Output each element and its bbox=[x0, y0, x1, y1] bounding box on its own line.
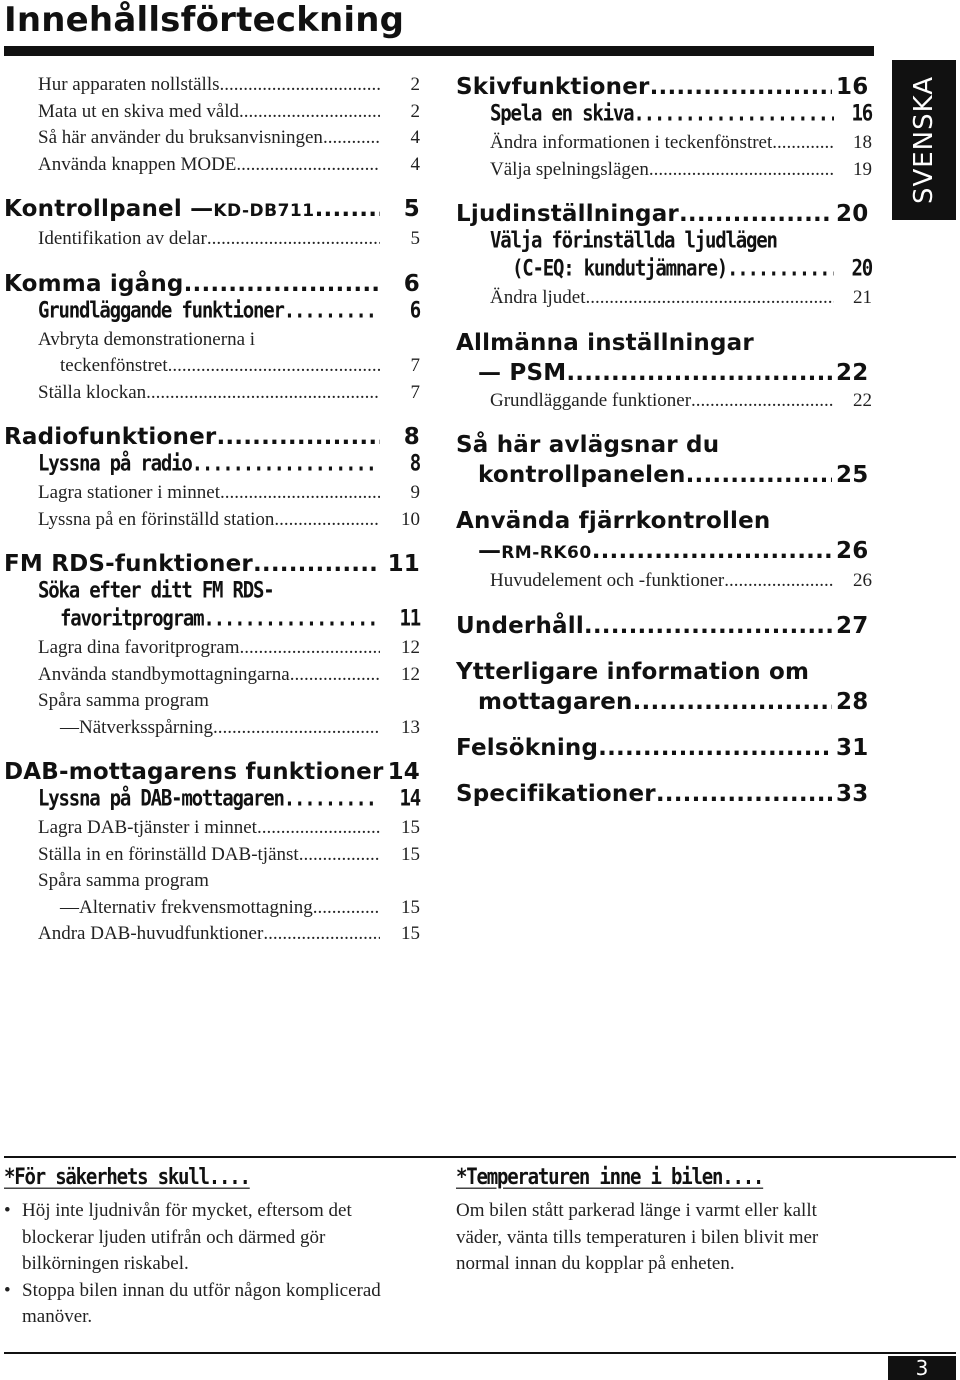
toc-entry-label: Ändra informationen i teckenfönstret bbox=[490, 132, 773, 153]
toc-entry bbox=[4, 380, 420, 407]
toc-leader-dots bbox=[686, 460, 832, 490]
temperature-note-title: *Temperaturen inne i bilen.... bbox=[456, 1164, 764, 1190]
toc-entry bbox=[456, 130, 872, 157]
toc-leader-dots bbox=[313, 895, 380, 922]
toc-entry bbox=[456, 157, 872, 184]
toc-entry bbox=[4, 815, 420, 842]
toc-leader-dots bbox=[633, 97, 834, 130]
toc-entry-label: Spåra samma program bbox=[38, 690, 209, 711]
toc-entry bbox=[4, 353, 420, 380]
temperature-note bbox=[456, 1164, 866, 1278]
toc-entry-page: 19 bbox=[853, 158, 872, 180]
toc-leader-dots bbox=[240, 635, 380, 662]
toc-leader-dots bbox=[656, 779, 832, 809]
toc-entry-page: 15 bbox=[401, 843, 420, 865]
toc-leader-dots bbox=[192, 447, 380, 480]
toc-leader-dots bbox=[168, 353, 380, 380]
toc-spacer bbox=[456, 595, 872, 611]
toc-leader-dots bbox=[649, 157, 834, 184]
toc-leader-dots bbox=[284, 782, 380, 815]
toc-entry-page: 25 bbox=[836, 462, 869, 488]
safety-note-item: • Stoppa bilen innan du utför någon komplicerad manöver. bbox=[4, 1278, 414, 1331]
section-divider bbox=[4, 1156, 956, 1158]
toc-leader-dots bbox=[584, 611, 832, 641]
toc-entry bbox=[4, 895, 420, 922]
toc-leader-dots bbox=[586, 285, 834, 312]
toc-spacer bbox=[456, 312, 872, 328]
toc-entry bbox=[4, 507, 420, 534]
toc-spacer bbox=[456, 183, 872, 199]
toc-spacer bbox=[4, 253, 420, 269]
toc-entry bbox=[4, 72, 420, 99]
toc-entry bbox=[4, 226, 420, 253]
toc-entry bbox=[456, 252, 872, 285]
toc-entry-page: 20 bbox=[836, 201, 869, 227]
toc-entry-page: 14 bbox=[387, 759, 420, 785]
toc-entry bbox=[456, 285, 872, 312]
toc-entry-label: Spela en skiva bbox=[490, 100, 634, 127]
temperature-note-body: Om bilen stått parkerad länge i varmt eller kallt väder, vänta tills temperaturen i bilen blivit mer normal innan du kopplar på enheten. bbox=[456, 1200, 819, 1274]
toc-entry-label: Ytterligare information om bbox=[456, 658, 810, 685]
toc-spacer bbox=[456, 763, 872, 779]
toc-leader-dots bbox=[724, 568, 834, 595]
toc-entry-page: 22 bbox=[853, 389, 872, 411]
toc-entry-page: 16 bbox=[851, 100, 872, 127]
toc-entry bbox=[456, 506, 872, 536]
toc-entry-label: Identifikation av delar bbox=[38, 228, 207, 249]
toc-entry-label: Ljudinställningar bbox=[456, 201, 679, 227]
toc-entry-page: 18 bbox=[853, 132, 872, 153]
toc-leader-dots bbox=[203, 602, 380, 635]
toc-entry bbox=[456, 779, 872, 809]
toc-spacer bbox=[456, 490, 872, 506]
toc-entry-label: DAB-mottagarens funktioner bbox=[4, 759, 384, 785]
toc-spacer bbox=[4, 406, 420, 422]
toc-leader-dots bbox=[220, 480, 380, 507]
toc-leader-dots bbox=[633, 687, 832, 717]
toc-entry-label: mottagaren bbox=[478, 688, 633, 715]
toc-entry bbox=[456, 358, 872, 388]
toc-entry-label: Huvudelement och -funktioner bbox=[490, 570, 725, 591]
safety-note bbox=[4, 1164, 414, 1331]
toc-spacer bbox=[456, 641, 872, 657]
toc-leader-dots bbox=[592, 536, 832, 566]
toc-entry-page: 26 bbox=[853, 570, 872, 591]
toc-entry bbox=[4, 635, 420, 662]
toc-entry-page: 4 bbox=[410, 153, 420, 175]
toc-leader-dots bbox=[323, 125, 380, 152]
toc-entry bbox=[456, 460, 872, 490]
toc-entry-page: 20 bbox=[851, 255, 872, 282]
toc-entry-page: 16 bbox=[836, 74, 869, 100]
toc-spacer bbox=[4, 533, 420, 549]
toc-entry-model: KD-DB711 bbox=[213, 201, 315, 221]
toc-entry bbox=[456, 733, 872, 763]
toc-leader-dots bbox=[236, 152, 380, 179]
toc-entry bbox=[4, 152, 420, 179]
toc-entry-label: — PSM bbox=[478, 359, 567, 386]
toc-entry bbox=[4, 293, 420, 326]
toc-entry-label: Underhåll bbox=[456, 612, 584, 639]
toc-spacer bbox=[4, 741, 420, 757]
toc-entry-label: FM RDS-funktioner bbox=[4, 551, 253, 577]
toc-leader-dots bbox=[566, 358, 832, 388]
toc-leader-dots bbox=[290, 662, 380, 689]
toc-entry-page: 5 bbox=[403, 196, 420, 222]
toc-entry-page: 11 bbox=[387, 551, 420, 577]
toc-entry-label: favoritprogram bbox=[60, 605, 204, 632]
toc-entry bbox=[4, 447, 420, 480]
toc-entry-page: 7 bbox=[410, 381, 420, 403]
toc-entry bbox=[456, 388, 872, 415]
toc-entry bbox=[456, 657, 872, 687]
toc-entry-label: Välja förinställda ljudlägen bbox=[490, 227, 777, 254]
toc-entry-page: 5 bbox=[410, 228, 420, 249]
toc-entry-page: 13 bbox=[401, 716, 420, 738]
toc-entry-page: 15 bbox=[401, 817, 420, 838]
toc-entry-label: Använda standbymottagningarna bbox=[38, 663, 290, 685]
toc-entry-label: Söka efter ditt FM RDS- bbox=[38, 577, 274, 604]
toc-entry-page: 22 bbox=[836, 359, 869, 386]
toc-entry-page: 2 bbox=[410, 74, 420, 95]
toc-leader-dots bbox=[257, 815, 380, 842]
toc-spacer bbox=[456, 414, 872, 430]
page-title: Innehållsförteckning bbox=[4, 0, 405, 40]
toc-entry-label: kontrollpanelen bbox=[478, 462, 686, 488]
toc-leader-dots bbox=[598, 733, 832, 763]
toc-entry bbox=[4, 602, 420, 635]
language-tab-label: SVENSKA bbox=[909, 75, 939, 205]
toc-leader-dots bbox=[284, 293, 380, 326]
toc-entry-model: RM-RK60 bbox=[501, 543, 592, 563]
toc-entry-page: 6 bbox=[403, 270, 420, 297]
toc-entry-label: Lagra stationer i minnet bbox=[38, 482, 221, 503]
toc-entry-page: 21 bbox=[853, 287, 872, 308]
footer-rule bbox=[4, 1352, 956, 1354]
toc-entry-page: 28 bbox=[836, 688, 869, 715]
top-rule bbox=[4, 46, 874, 56]
toc-entry bbox=[4, 715, 420, 742]
toc-entry-label: Specifikationer bbox=[456, 780, 656, 807]
toc-leader-dots bbox=[239, 99, 380, 126]
language-tab bbox=[892, 60, 956, 220]
toc-leader-dots bbox=[772, 130, 834, 157]
toc-entry bbox=[4, 480, 420, 507]
toc-entry-label: — bbox=[478, 538, 502, 564]
toc-entry-label: Så här använder du bruksanvisningen bbox=[38, 127, 323, 148]
toc-entry-label: Ställa in en förinställd DAB-tjänst bbox=[38, 843, 299, 865]
toc-leader-dots bbox=[213, 715, 380, 742]
toc-leader-dots bbox=[691, 388, 834, 415]
toc-entry-page: 8 bbox=[403, 424, 420, 450]
toc-entry-page: 8 bbox=[409, 450, 420, 477]
toc-entry-label: —Alternativ frekvensmottagning bbox=[60, 896, 313, 918]
toc-leader-dots bbox=[146, 380, 380, 407]
toc-entry-label: Lyssna på radio bbox=[38, 450, 192, 477]
toc-entry-label: Grundläggande funktioner bbox=[38, 297, 284, 323]
toc-entry bbox=[4, 688, 420, 715]
toc-entry-label: teckenfönstret bbox=[60, 355, 168, 376]
toc-entry-page: 2 bbox=[410, 100, 420, 122]
toc-entry-page: 14 bbox=[399, 785, 420, 812]
toc-entry-label: Felsökning bbox=[456, 734, 599, 761]
toc-entry-label: Skivfunktioner bbox=[456, 74, 650, 100]
toc-entry-label: Komma igång bbox=[4, 270, 184, 297]
toc-entry-page: 4 bbox=[410, 127, 420, 148]
toc-right-column bbox=[456, 72, 872, 809]
toc-entry bbox=[456, 430, 872, 460]
safety-note-item: • Höj inte ljudnivån för mycket, eftersom det blockerar ljuden utifrån och därmed gör bilkörningen riskabel. bbox=[4, 1198, 414, 1278]
toc-entry bbox=[4, 782, 420, 815]
toc-entry-page: 12 bbox=[401, 637, 420, 658]
toc-entry-page: 15 bbox=[401, 896, 420, 918]
toc-entry-label: —Nätverksspårning bbox=[60, 716, 214, 738]
toc-entry-label: Lyssna på DAB-mottagaren bbox=[38, 785, 284, 812]
toc-entry-page: 6 bbox=[409, 297, 420, 323]
toc-entry-label: Hur apparaten nollställs bbox=[38, 74, 220, 95]
toc-entry bbox=[4, 662, 420, 689]
toc-entry bbox=[456, 536, 872, 568]
toc-entry-label: (C-EQ: kundutjämnare) bbox=[512, 255, 728, 282]
toc-entry-label: Radiofunktioner bbox=[4, 424, 217, 450]
toc-entry-label: Ställa klockan bbox=[38, 381, 147, 403]
toc-entry bbox=[4, 327, 420, 354]
toc-entry-page: 26 bbox=[836, 538, 869, 564]
toc-entry-label: Grundläggande funktioner bbox=[490, 389, 692, 411]
toc-leader-dots bbox=[263, 921, 380, 948]
toc-entry bbox=[456, 687, 872, 717]
toc-entry-label: Mata ut en skiva med våld bbox=[38, 100, 240, 122]
safety-note-list bbox=[4, 1198, 414, 1331]
toc-entry-page: 31 bbox=[836, 734, 869, 761]
toc-spacer bbox=[456, 717, 872, 733]
toc-leader-dots bbox=[299, 842, 380, 869]
toc-leader-dots bbox=[220, 72, 380, 99]
toc-entry bbox=[456, 611, 872, 641]
toc-entry bbox=[456, 568, 872, 595]
toc-entry-label: Spåra samma program bbox=[38, 870, 209, 891]
toc-entry-label: Välja spelningslägen bbox=[490, 158, 649, 180]
toc-leader-dots bbox=[315, 194, 380, 224]
toc-entry-page: 27 bbox=[836, 612, 869, 639]
toc-entry-label: Allmänna inställningar bbox=[456, 329, 754, 356]
safety-note-title: *För säkerhets skull.... bbox=[4, 1164, 250, 1190]
toc-spacer bbox=[4, 178, 420, 194]
toc-entry bbox=[4, 868, 420, 895]
toc-left-column bbox=[4, 72, 420, 948]
toc-leader-dots bbox=[207, 226, 380, 253]
toc-entry-page: 11 bbox=[399, 605, 420, 632]
toc-entry-label: Andra DAB-huvudfunktioner bbox=[38, 923, 264, 944]
toc-entry-label: Avbryta demonstrationerna i bbox=[38, 328, 256, 350]
toc-entry-label: Lagra dina favoritprogram bbox=[38, 637, 240, 658]
toc-entry bbox=[4, 921, 420, 948]
toc-entry bbox=[4, 125, 420, 152]
toc-entry-page: 7 bbox=[410, 355, 420, 376]
toc-leader-dots bbox=[274, 507, 380, 534]
toc-entry-label: Lyssna på en förinställd station bbox=[38, 508, 275, 530]
toc-entry-label: Lagra DAB-tjänster i minnet bbox=[38, 817, 257, 838]
toc-entry bbox=[456, 97, 872, 130]
page-number: 3 bbox=[888, 1356, 956, 1380]
toc-entry-page: 15 bbox=[401, 923, 420, 944]
toc-entry-label: Använda knappen MODE bbox=[38, 153, 237, 175]
toc-entry-page: 33 bbox=[836, 780, 869, 807]
toc-entry bbox=[4, 99, 420, 126]
toc-entry bbox=[456, 328, 872, 358]
toc-entry-page: 10 bbox=[401, 508, 420, 530]
toc-entry-page: 9 bbox=[410, 482, 420, 503]
toc-entry-label: Kontrollpanel — bbox=[4, 196, 214, 222]
toc-leader-dots bbox=[727, 252, 834, 285]
toc-entry-label: Ändra ljudet bbox=[490, 287, 586, 308]
toc-entry-label: Använda fjärrkontrollen bbox=[456, 508, 771, 534]
toc-entry bbox=[4, 842, 420, 869]
toc-entry-page: 12 bbox=[401, 663, 420, 685]
toc-entry bbox=[4, 194, 420, 226]
toc-entry-label: Så här avlägsnar du bbox=[456, 432, 720, 458]
